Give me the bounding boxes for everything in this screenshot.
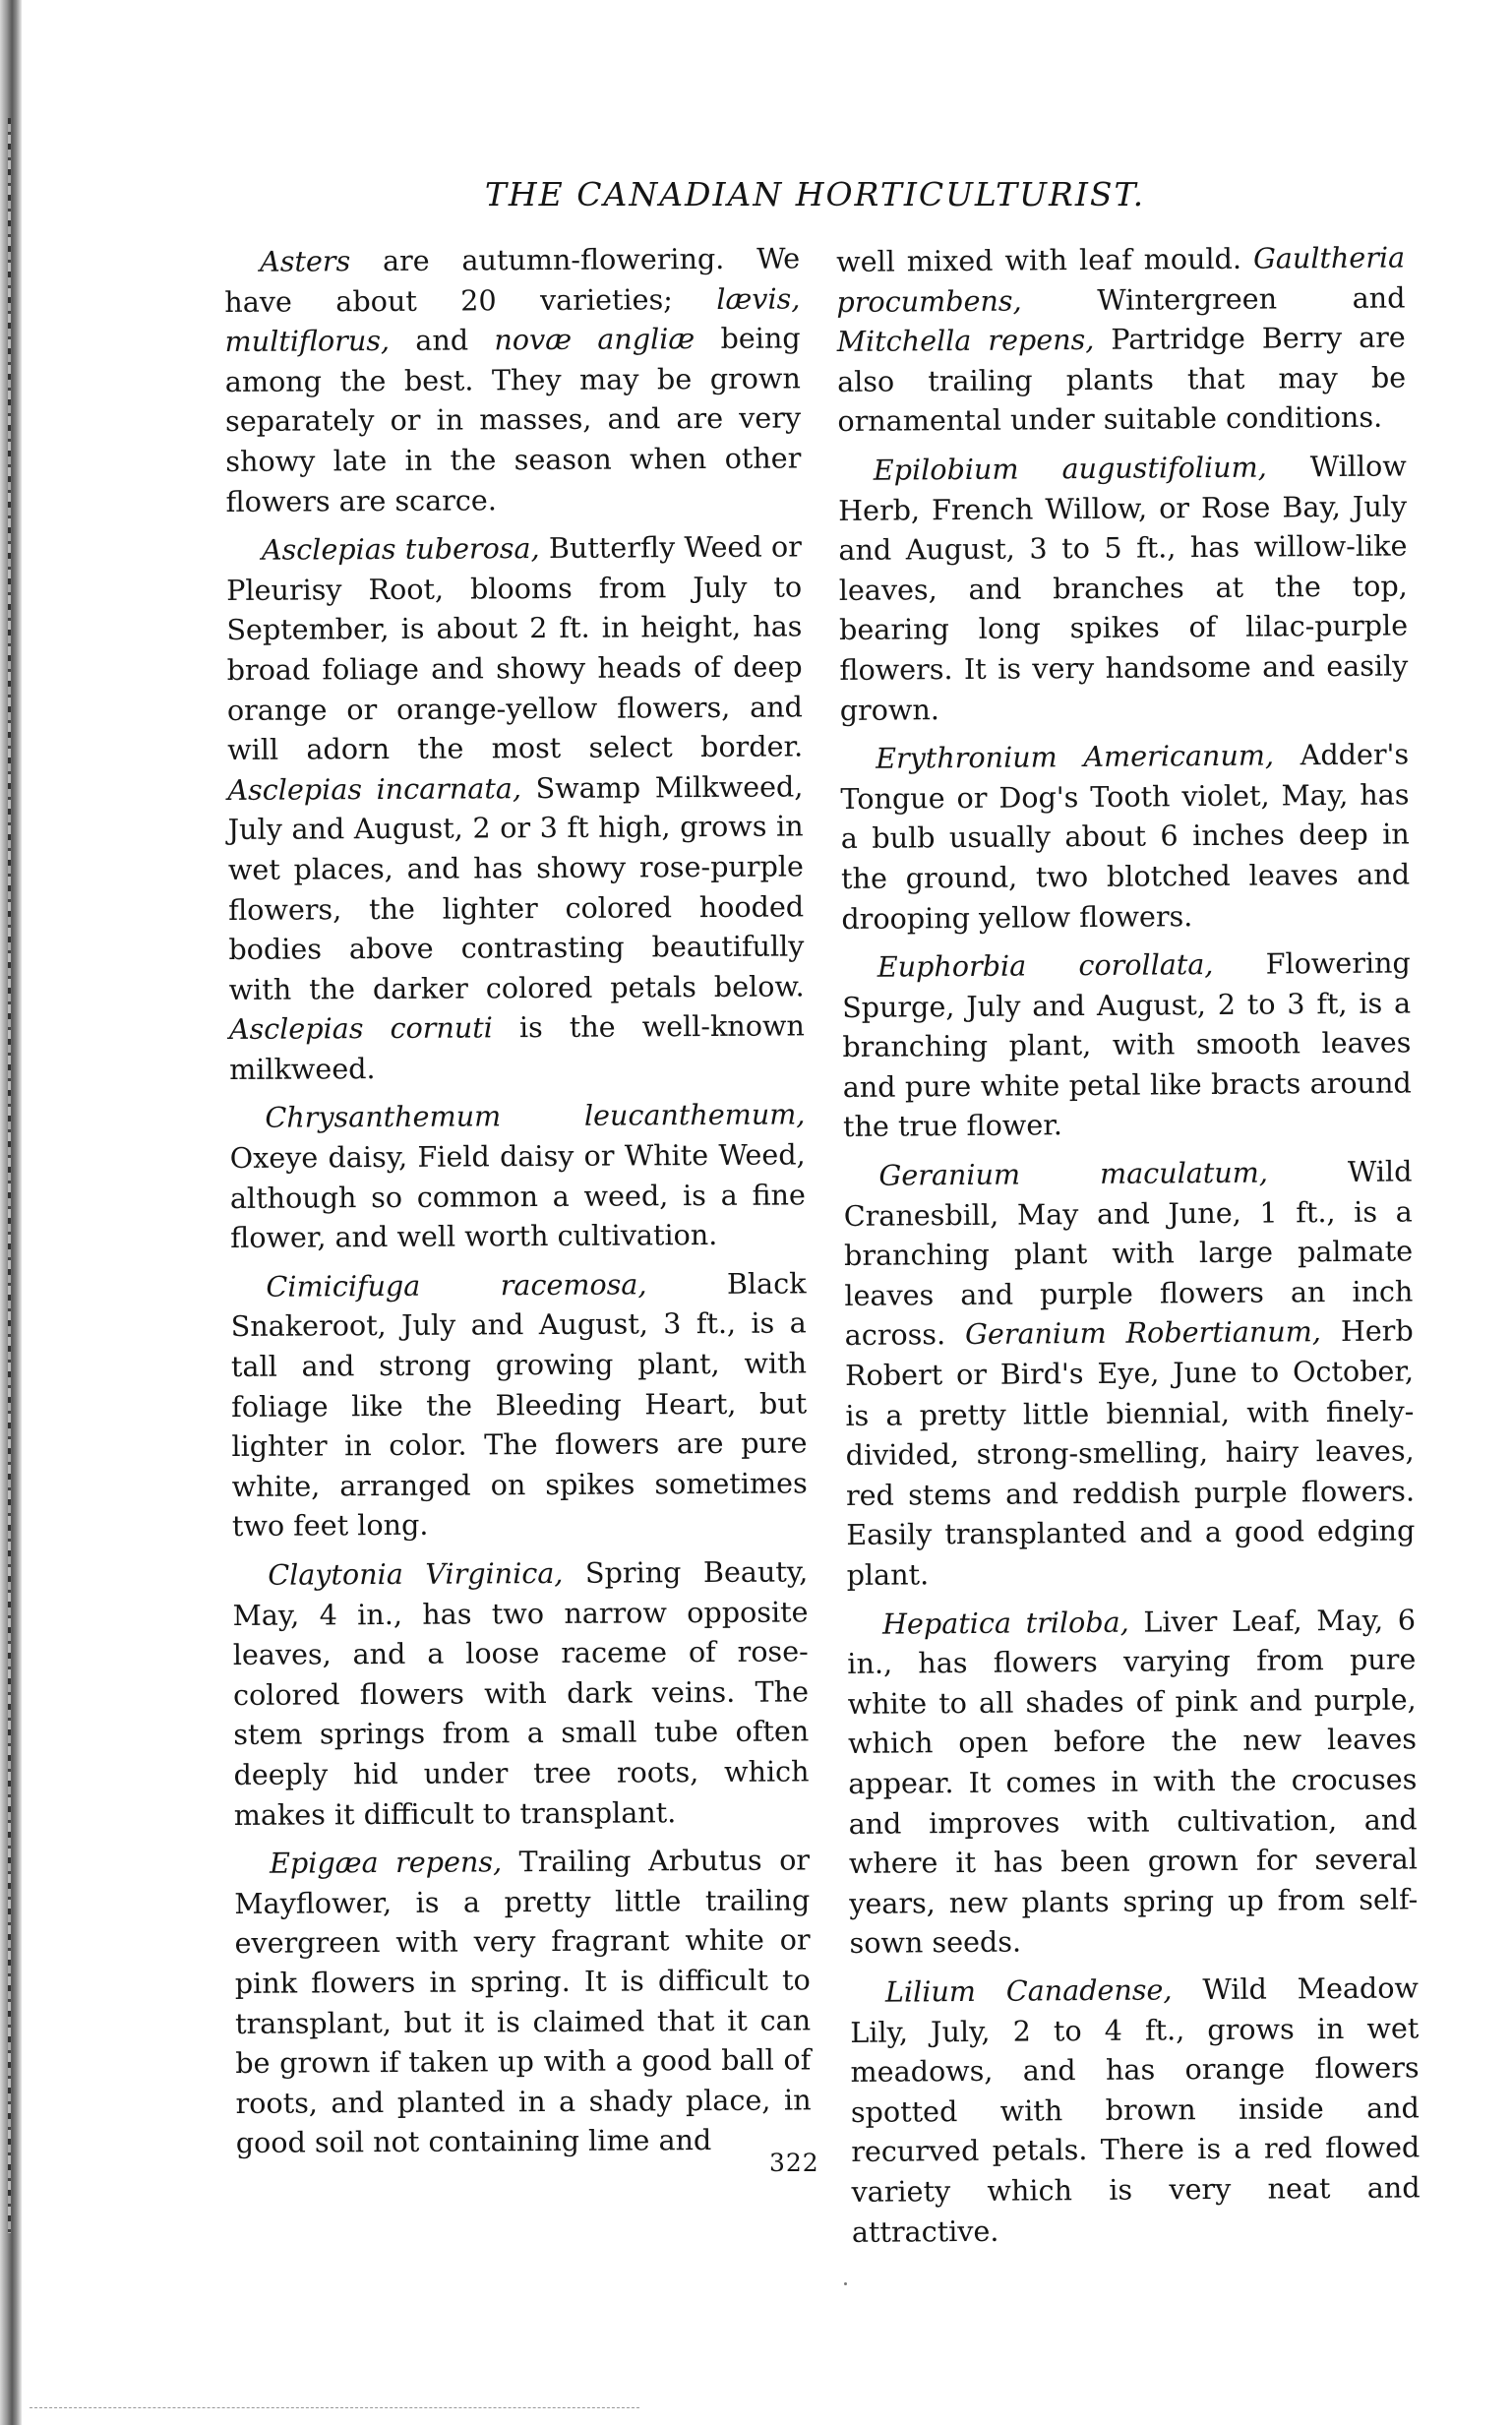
species-name: Asclepias cornuti xyxy=(228,1010,493,1047)
paragraph-text: Swamp Milkweed, July and August, 2 or 3 ft high, grows in wet places, and has showy rose-purple flowers, the lighter colored hooded bodies above contrasting beautifully with the darker colored petals below. xyxy=(227,769,805,1006)
paper-speck xyxy=(844,2282,847,2285)
paragraph-text: Wintergreen and xyxy=(1021,280,1406,318)
paragraph-text: well mixed with leaf mould. xyxy=(836,241,1254,278)
paragraph-text: Black Snakeroot, July and August, 3 ft., is a tall and strong growing plant, with foliage like the Bleeding Heart, but lighter in color. The flowers are pure white, arranged on spikes sometimes two feet long. xyxy=(230,1266,808,1544)
species-name: Asclepias incarnata, xyxy=(227,770,522,807)
paragraph-text: Wild Meadow Lily, July, 2 to 4 ft., grows in wet meadows, and has orange flowers spotted with brown inside and recurved petals. There is a red flowed variety which is very neat and attractive. xyxy=(850,1970,1421,2249)
species-name: Geranium maculatum, xyxy=(878,1155,1269,1192)
paragraph-text: Spring Beauty, May, 4 in., has two narrow opposite leaves, and a loose raceme of rose-colored flowers with dark veins. The stem springs from a small tube often deeply hid under tree roots, which makes it difficult to transplant. xyxy=(232,1554,810,1832)
paragraph xyxy=(843,1151,1415,1595)
species-name: Cimicifuga racemosa, xyxy=(266,1267,647,1303)
running-head: THE CANADIAN HORTICULTURIST. xyxy=(484,175,1146,213)
paragraph xyxy=(836,237,1407,442)
species-name: Epigæa repens, xyxy=(269,1845,503,1880)
paragraph-text: Wild Cranesbill, May and June, 1 ft., is a branching plant with large palmate leaves and purple flowers an inch across. xyxy=(843,1154,1414,1353)
species-name: Chrysanthemum leucanthemum, xyxy=(265,1097,806,1135)
page-bottom-edge xyxy=(30,2407,639,2408)
species-name: lævis, multiflorus, xyxy=(224,281,801,359)
paragraph xyxy=(224,238,802,521)
species-name: Mitchella repens, xyxy=(836,323,1095,359)
species-name: Claytonia Virginica, xyxy=(268,1555,564,1592)
species-name: Geranium Robertianum, xyxy=(964,1314,1322,1352)
species-name: Gaultheria procumbens, xyxy=(836,240,1406,319)
page-number: 322 xyxy=(769,2149,819,2177)
paragraph-text: Adder's Tongue or Dog's Tooth violet, May, has a bulb usually about 6 inches deep in the ground, two blotched leaves and drooping yellow flowers. xyxy=(840,737,1411,936)
book-binding-edge xyxy=(0,0,22,2425)
paragraph xyxy=(229,1095,806,1258)
paragraph-text: and xyxy=(389,323,495,358)
paragraph-text: are autumn-flowering. We have about 20 varieties; xyxy=(224,241,801,319)
right-text-column xyxy=(836,237,1421,2261)
paragraph-text: Herb Robert or Bird's Eye, June to October, is a pretty little biennial, with finely-divided, strong-smelling, hairy leaves, red stems and reddish purple flowers. Easily transplanted and a good edging plant. xyxy=(844,1313,1416,1592)
species-name: Epilobium augustifolium, xyxy=(873,450,1267,487)
species-name: Euphorbia corollata, xyxy=(877,947,1214,984)
paragraph-text: Liver Leaf, May, 6 in., has flowers varying from pure white to all shades of pink and purple, which open before the new leaves appear. It comes in with the crocuses and improves with cultivation, and where it has been grown for several years, new plants spring up from self-sown seeds. xyxy=(847,1603,1419,1961)
species-name: Lilium Canadense, xyxy=(884,1972,1173,2009)
species-name: Asclepias tuberosa, xyxy=(261,531,540,567)
paragraph xyxy=(840,735,1411,940)
paragraph xyxy=(226,527,805,1090)
paragraph-text: Trailing Arbutus or Mayflower, is a pretty little trailing evergreen with very fragrant white or pink flowers in spring. It is difficult to transplant, but it is claimed that it can be grown if taken up with a good ball of roots, and planted in a shady place, in good soil not containing lime and xyxy=(234,1843,812,2160)
paragraph-text: Flowering Spurge, July and August, 2 to 3 ft, is a branching plant, with smooth leaves and pure white petal like bracts around the true flower. xyxy=(841,945,1412,1144)
paragraph-text: Partridge Berry are also trailing plants that may be ornamental under suitable conditions. xyxy=(836,320,1407,439)
paragraph xyxy=(234,1841,812,2163)
paragraph xyxy=(842,943,1413,1148)
paragraph-text: is the well-known milkweed. xyxy=(229,1008,805,1086)
paragraph xyxy=(232,1551,810,1835)
paragraph-text: Oxeye daisy, Field daisy or White Weed, although so common a weed, is a fine flower, and well worth cultivation. xyxy=(229,1137,807,1255)
paragraph-text: Willow Herb, French Willow, or Rose Bay, July and August, 3 to 5 ft., has willow-like leaves, and branches at the top, bearing long spikes of lilac-purple flowers. It is very handsome and easily grown. xyxy=(838,449,1409,727)
species-name: Hepatica triloba, xyxy=(881,1605,1129,1641)
species-name: novæ angliæ xyxy=(494,322,696,357)
left-text-column xyxy=(224,238,812,2171)
paragraph xyxy=(230,1263,808,1546)
paragraph-text: Butterfly Weed or Pleurisy Root, blooms from July to September, is about 2 ft. in height, has broad foliage and showy heads of deep orange or orange-yellow flowers, and will adorn the most select border. xyxy=(226,529,804,767)
paragraph xyxy=(847,1600,1419,1964)
paragraph xyxy=(850,1968,1421,2252)
species-name: Asters xyxy=(260,244,351,278)
paragraph-text: being among the best. They may be grown separately or in masses, and are very showy late in the season when other flowers are scarce. xyxy=(224,321,802,518)
species-name: Erythronium Americanum, xyxy=(875,738,1275,775)
paragraph xyxy=(838,446,1409,730)
